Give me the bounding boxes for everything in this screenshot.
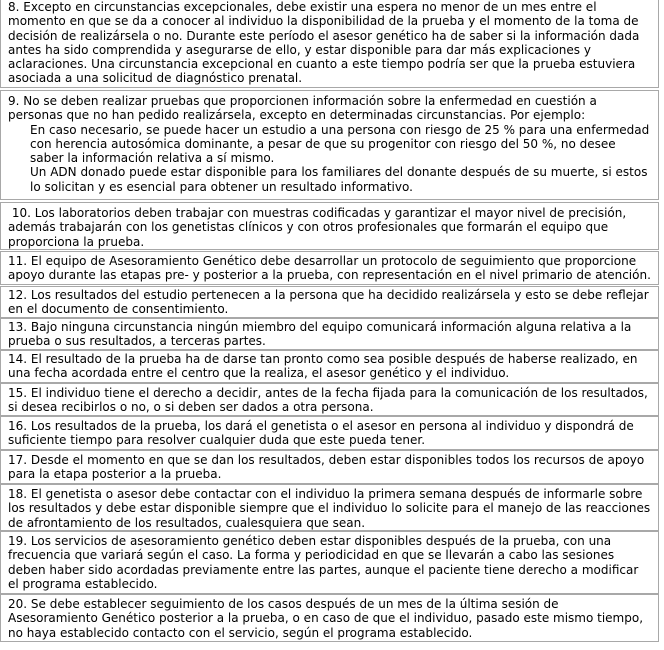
item-15-text: 15. El individuo tiene el derecho a decidir, antes de la fecha fijada para la comunicación de los resultados, si desea recibirlos o no, o si deben ser dados a otra persona. xyxy=(8,386,652,415)
item-14 xyxy=(0,350,659,383)
item-10-text: 10. Los laboratorios deben trabajar con muestras codificadas y garantizar el mayor nivel de precisión, además trabajarán con los genetistas clínicos y con otros profesionales que formarán el equipo que proporciona la prueba. xyxy=(8,206,631,249)
item-8 xyxy=(0,0,659,88)
item-20-text: 20. Se debe establecer seguimiento de los casos después de un mes de la última sesión de Asesoramiento Genético posterior a la prueba, o en caso de que el individuo, pasado este mismo tiempo, no haya establecido contacto con el servicio, según el programa establecido. xyxy=(8,597,647,640)
item-18-text: 18. El genetista o asesor debe contactar con el individuo la primera semana después de informarle sobre los resultados y debe estar disponible siempre que el individuo lo solicite para el manejo de las reacciones de afrontamiento de los resultados, cualesquiera que sean. xyxy=(8,487,654,530)
item-16 xyxy=(0,416,659,450)
item-14-text: 14. El resultado de la prueba ha de darse tan pronto como sea posible después de haberse realizado, en una fecha acordada entre el centro que la realiza, el asesor genético y el individuo. xyxy=(8,352,642,381)
item-19 xyxy=(0,531,659,594)
item-17-text: 17. Desde el momento en que se dan los resultados, deben estar disponibles todos los recursos de apoyo para la etapa posterior a la prueba. xyxy=(8,453,649,482)
item-20 xyxy=(0,594,659,642)
item-12 xyxy=(0,286,659,318)
item-15 xyxy=(0,383,659,416)
item-17 xyxy=(0,450,659,484)
item-12-text: 12. Los resultados del estudio pertenecen a la persona que ha decidido realizársela y esto se debe reflejar en el documento de consentimiento. xyxy=(8,288,653,317)
item-11-text: 11. El equipo de Asesoramiento Genético debe desarrollar un protocolo de seguimiento que proporcione apoyo durante las etapas pre- y posterior a la prueba, con representación en el nivel primario de atención. xyxy=(8,254,651,283)
item-19-text: 19. Los servicios de asesoramiento genético deben estar disponibles después de la prueba, con una frecuencia que variará según el caso. La forma y periodicidad en que se llevarán a cabo las sesiones deben haber sido acordadas previamente entre las partes, aunque el paciente tiene derecho a modificar el programa establecido. xyxy=(8,534,643,591)
item-9 xyxy=(0,90,659,200)
item-9-text: 9. No se deben realizar pruebas que proporcionen información sobre la enfermedad en cuestión a personas que no han pedido realizársela, excepto en determinadas circunstancias. Por ejemplo: xyxy=(8,94,601,123)
item-13 xyxy=(0,318,659,350)
item-8-text: 8. Excepto en circunstancias excepcionales, debe existir una espera no menor de un mes entre el momento en que se da a conocer al individuo la disponibilidad de la prueba y el momento de la toma de decisión de realizársela o no. Durante este período el asesor genético ha de saber si la información dada antes ha sido comprendida y asegurarse de ello, y estar disponible para dar más explicaciones y aclaraciones. Una circunstancia excepcional en cuanto a este tiempo podría ser que la prueba estuviera asociada a una solicitud de diagnóstico prenatal. xyxy=(8,0,644,86)
item-16-text: 16. Los resultados de la prueba, los dará el genetista o el asesor en persona al individuo y dispondrá de suficiente tiempo para resolver cualquier duda que este pueda tener. xyxy=(8,419,638,448)
item-9-example-1: En caso necesario, se puede hacer un estudio a una persona con riesgo de 25 % para una enfermedad con herencia autosómica dominante, a pesar de que su progenitor con riesgo del 50 %, no desee saber la información relativa a sí mismo. xyxy=(30,122,654,166)
item-9-example-2: Un ADN donado puede estar disponible para los familiares del donante después de su muerte, si estos lo solicitan y es esencial para obtener un resultado informativo. xyxy=(30,165,652,194)
item-11 xyxy=(0,251,659,285)
item-10 xyxy=(0,202,659,250)
item-13-text: 13. Bajo ninguna circunstancia ningún miembro del equipo comunicará información alguna relativa a la prueba o sus resultados, a terceras partes. xyxy=(8,320,636,349)
item-18 xyxy=(0,484,659,531)
